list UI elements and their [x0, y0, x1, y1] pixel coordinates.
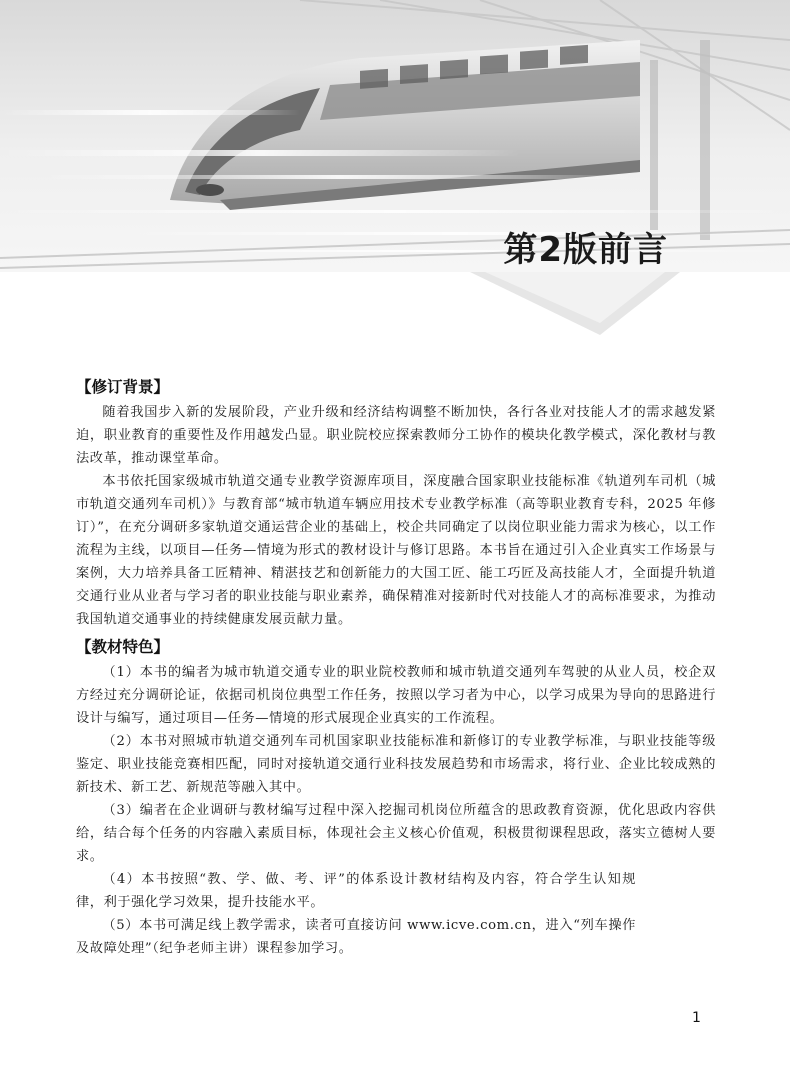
section-revision-background: [76, 375, 716, 631]
train-illustration: [0, 0, 790, 272]
paragraph: （1）本书的编者为城市轨道交通专业的职业院校教师和城市轨道交通列车驾驶的从业人员，校企双方经过充分调研论证，依据司机岗位典型工作任务，按照以学习者为中心，以学习成果为导向的思路进行设计与编写，通过项目—任务—情境的形式展现企业真实的工作流程。: [76, 665, 716, 726]
decorative-chevron: [0, 255, 790, 355]
paragraph: （2）本书对照城市轨道交通列车司机国家职业技能标准和新修订的专业教学标准，与职业技能等级鉴定、职业技能竞赛相匹配，同时对接轨道交通行业科技发展趋势和市场需求，将行业、企业比较成熟的新技术、新工艺、新规范等融入其中。: [76, 734, 716, 795]
section-heading: 【教材特色】: [76, 638, 170, 656]
section-heading: 【修订背景】: [76, 378, 170, 396]
paragraph: （4）本书按照“教、学、做、考、评”的体系设计教材结构及内容，符合学生认知规律，利于强化学习效果，提升技能水平。: [76, 872, 636, 910]
preface-body: [76, 375, 716, 960]
section-textbook-features: [76, 635, 716, 960]
paragraph: （3）编者在企业调研与教材编写过程中深入挖掘司机岗位所蕴含的思政教育资源，优化思政内容供给，结合每个任务的内容融入素质目标，体现社会主义核心价值观，积极贯彻课程思政，落实立德树人要求。: [76, 803, 716, 864]
header-banner: [0, 0, 790, 272]
page-title: 第2版前言: [503, 230, 668, 270]
paragraph: 随着我国步入新的发展阶段，产业升级和经济结构调整不断加快，各行各业对技能人才的需求越发紧迫，职业教育的重要性及作用越发凸显。职业院校应探索教师分工协作的模块化教学模式，深化教材与教法改革，推动课堂革命。: [76, 405, 716, 466]
page-number: 1: [692, 1010, 701, 1026]
paragraph: 本书依托国家级城市轨道交通专业教学资源库项目，深度融合国家职业技能标准《轨道列车司机（城市轨道交通列车司机）》与教育部“城市轨道车辆应用技术专业教学标准（高等职业教育专科，2025 年修订）”，在充分调研多家轨道交通运营企业的基础上，校企共同确定了以岗位职业能力需求为核心，以工作流程为主线，以项目—任务—情境为形式的教材设计与修订思路。本书旨在通过引入企业真实工作场景与案例，大力培养具备工匠精神、精湛技艺和创新能力的大国工匠、能工巧匠及高技能人才，全面提升轨道交通行业从业者与学习者的职业技能与职业素养，确保精准对接新时代对技能人才的高标准要求，为推动我国轨道交通事业的持续健康发展贡献力量。: [76, 474, 716, 627]
paragraph: （5）本书可满足线上教学需求，读者可直接访问 www.icve.com.cn，进入“列车操作及故障处理”（纪争老师主讲）课程参加学习。: [76, 918, 636, 956]
